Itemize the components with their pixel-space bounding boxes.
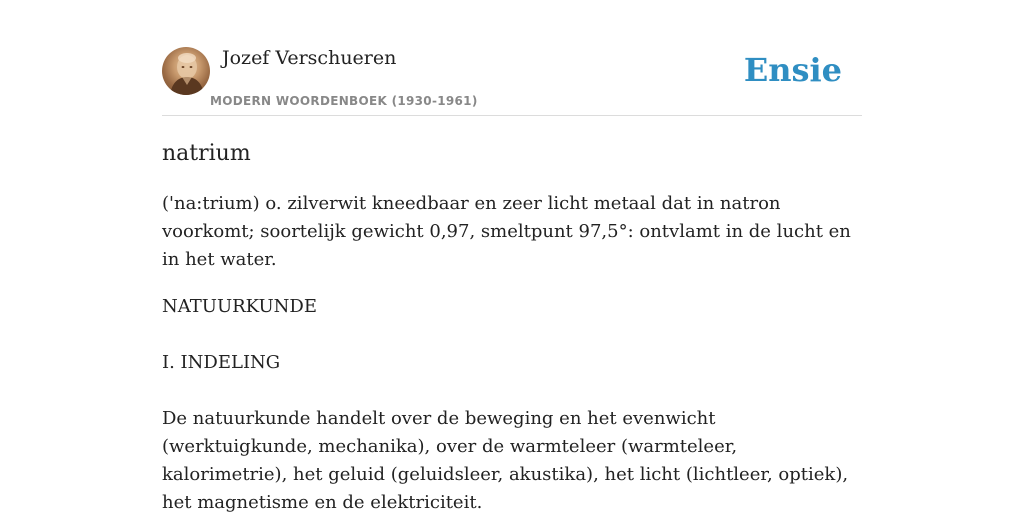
portrait-photo-icon bbox=[162, 47, 210, 95]
source-label[interactable]: MODERN WOORDENBOEK (1930-1961) bbox=[210, 94, 478, 108]
author-avatar[interactable] bbox=[162, 47, 210, 95]
header-divider bbox=[162, 115, 862, 116]
entry-section-label: NATUURKUNDE bbox=[162, 296, 317, 317]
brand-logo[interactable]: Ensie bbox=[743, 51, 842, 89]
entry-title: natrium bbox=[162, 141, 251, 166]
author-name[interactable]: Jozef Verschueren bbox=[222, 47, 397, 69]
entry-subsection-label: I. INDELING bbox=[162, 352, 281, 373]
header bbox=[162, 44, 862, 116]
entry-content bbox=[162, 138, 862, 517]
entry-definition: ('na:trium) o. zilverwit kneedbaar en zeer licht metaal dat in natron voorkomt; soortelijk gewicht 0,97, smeltpunt 97,5°: ontvlamt in de lucht en in het water. bbox=[162, 193, 851, 270]
entry-body: De natuurkunde handelt over de beweging en het evenwicht (werktuigkunde, mechanika), over de warmteleer (warmteleer, kalorimetrie), het geluid (geluidsleer, akustika), het licht (lichtleer, optiek), het magnetisme en de elektriciteit. bbox=[162, 408, 849, 513]
page bbox=[162, 0, 862, 512]
